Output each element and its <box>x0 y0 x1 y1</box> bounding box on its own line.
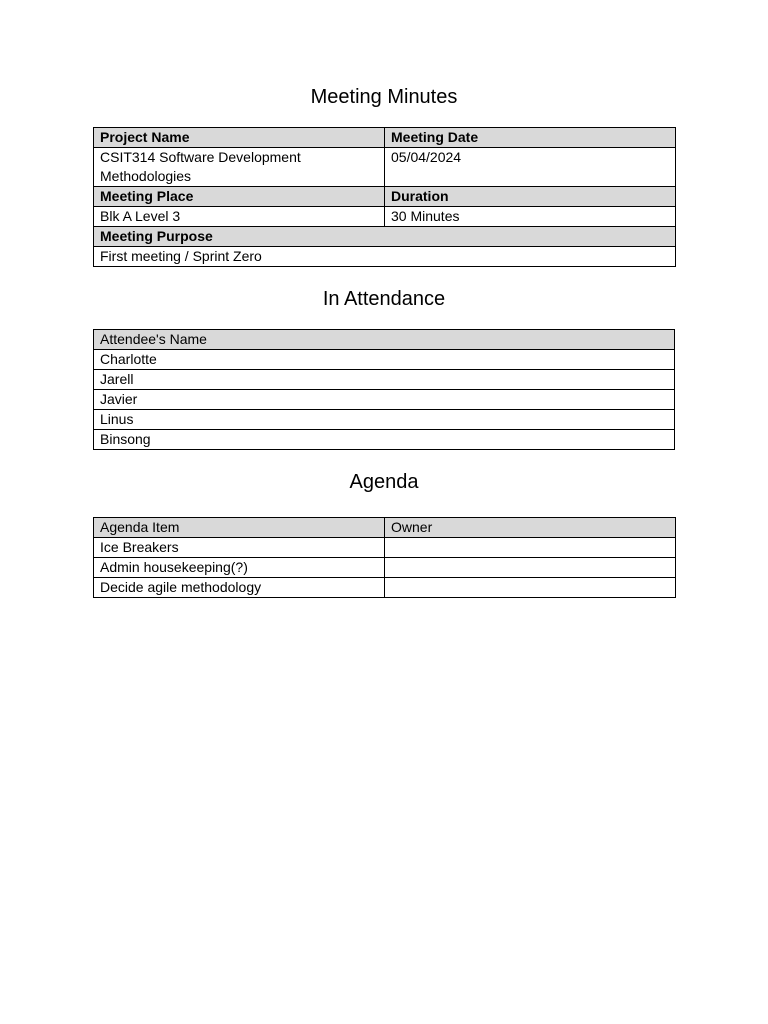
table-row <box>94 430 675 450</box>
table-row <box>94 390 675 410</box>
page-title: Meeting Minutes <box>310 86 458 108</box>
table-row <box>94 370 675 390</box>
table-row <box>94 128 676 148</box>
attendee-name: Charlotte <box>94 350 675 370</box>
table-row <box>94 227 676 247</box>
attendance-table <box>93 329 675 450</box>
project-name-label: Project Name <box>94 128 385 148</box>
agenda-item: Ice Breakers <box>94 538 385 558</box>
meeting-purpose-label: Meeting Purpose <box>94 227 676 247</box>
meeting-purpose-value: First meeting / Sprint Zero <box>94 247 676 267</box>
attendee-name: Linus <box>94 410 675 430</box>
owner-header: Owner <box>385 518 676 538</box>
table-row <box>94 410 675 430</box>
agenda-owner <box>385 538 676 558</box>
duration-label: Duration <box>385 187 676 207</box>
table-row <box>94 187 676 207</box>
agenda-item-header: Agenda Item <box>94 518 385 538</box>
agenda-item: Decide agile methodology <box>94 578 385 598</box>
meeting-info-table <box>93 127 676 267</box>
project-name-line-1: CSIT314 Software Development <box>100 149 301 165</box>
meeting-date-label: Meeting Date <box>385 128 676 148</box>
meeting-place-label: Meeting Place <box>94 187 385 207</box>
attendee-name: Binsong <box>94 430 675 450</box>
project-name-line-2: Methodologies <box>100 168 192 184</box>
agenda-owner <box>385 578 676 598</box>
attendee-name: Jarell <box>94 370 675 390</box>
agenda-heading: Agenda <box>349 471 419 493</box>
agenda-owner <box>385 558 676 578</box>
meeting-date-value: 05/04/2024 <box>385 148 676 187</box>
attendee-name-header: Attendee's Name <box>94 330 675 350</box>
project-name-value <box>94 148 385 187</box>
agenda-table <box>93 517 676 598</box>
attendee-name: Javier <box>94 390 675 410</box>
table-header-row <box>94 330 675 350</box>
table-row <box>94 350 675 370</box>
table-row <box>94 148 676 187</box>
table-row <box>94 558 676 578</box>
table-row <box>94 207 676 227</box>
attendance-heading: In Attendance <box>322 288 446 310</box>
table-row <box>94 247 676 267</box>
table-row <box>94 578 676 598</box>
meeting-place-value: Blk A Level 3 <box>94 207 385 227</box>
agenda-item: Admin housekeeping(?) <box>94 558 385 578</box>
table-header-row <box>94 518 676 538</box>
table-row <box>94 538 676 558</box>
duration-value: 30 Minutes <box>385 207 676 227</box>
